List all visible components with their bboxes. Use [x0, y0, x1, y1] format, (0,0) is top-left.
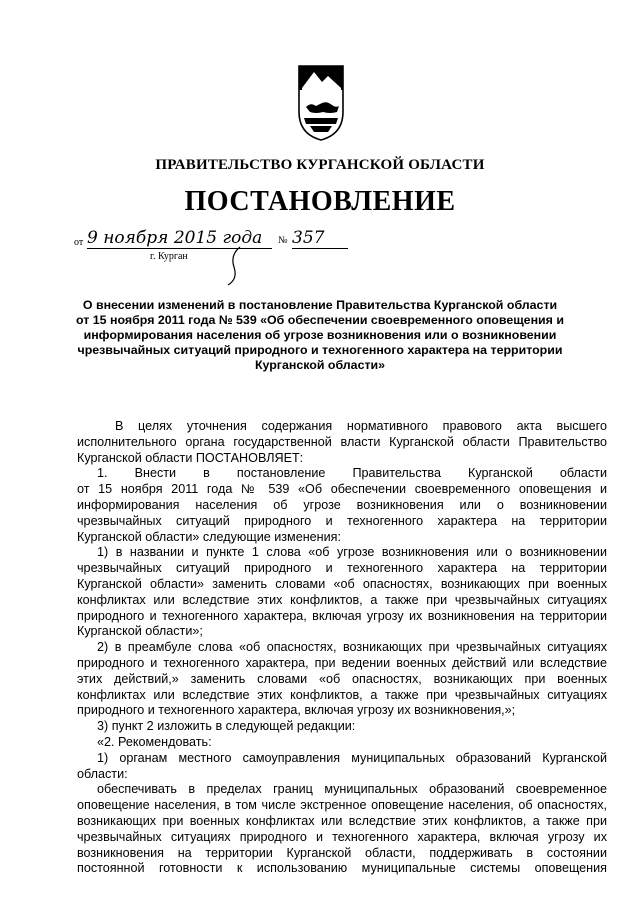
- body-line: Курганской области» заменить словами «об опасностях, возникающих при военных: [77, 576, 607, 591]
- body-line: от 15 ноября 2011 года № 539 «Об обеспечении своевременного оповещения и: [77, 482, 607, 497]
- date-prefix: от: [74, 237, 84, 248]
- heading-line: от 15 ноября 2011 года № 539 «Об обеспечении своевременного оповещения и: [76, 313, 564, 327]
- body-line: постоянной готовности к использованию муниципальные системы оповещения: [77, 861, 607, 876]
- body-line: чрезвычайных ситуаций природного и техногенного характера на территории: [77, 513, 607, 528]
- body-line: оповещение населения, в том числе экстренное оповещение населения, об опасностях,: [77, 798, 607, 813]
- body-line: возникающих при военных конфликтах или вследствие этих конфликтов, а также при: [77, 813, 607, 828]
- document-city: г. Курган: [150, 251, 188, 262]
- body-line: В целях уточнения содержания нормативного правового акта высшего: [115, 419, 607, 433]
- body-line: исполнительного органа государственной власти Курганской области Правительство: [77, 434, 607, 449]
- body-line: 3) пункт 2 изложить в следующей редакции:: [97, 719, 356, 734]
- body-line: Курганской области» следующие изменения:: [77, 529, 341, 544]
- number-sign: №: [278, 235, 288, 246]
- body-line: конфликтах или вследствие этих конфликтов, а также при чрезвычайных ситуациях: [77, 592, 607, 607]
- kurgan-coat-of-arms-icon: [296, 62, 346, 142]
- body-line: Курганской области»;: [77, 624, 203, 639]
- body-line: этих действий,» заменить словами «об опасностях, возникающих при военных: [77, 671, 607, 686]
- body-line: конфликтах или вследствие этих конфликтов, а также при чрезвычайных ситуациях: [77, 687, 607, 702]
- document-heading: [60, 298, 580, 373]
- body-line: Курганской области ПОСТАНОВЛЯЕТ:: [77, 450, 304, 465]
- heading-line: О внесении изменений в постановление Правительства Курганской области: [82, 298, 558, 312]
- body-line: природного и техногенного характера, включая угрозу их возникновения на территории: [77, 608, 607, 623]
- body-line: 1. Внести в постановление Правительства Курганской области: [97, 466, 607, 481]
- body-line: 1) в названии и пункте 1 слова «об угрозе возникновения или о возникновении: [97, 545, 607, 560]
- body-line: природного и техногенного характера, при ведении военных действий или вследствие: [77, 655, 607, 670]
- document-date: 9 ноября 2015 года: [87, 228, 272, 249]
- document-number: 357: [292, 228, 348, 249]
- body-line: чрезвычайных ситуациях природного и техногенного характера, включая угрозу их: [77, 829, 607, 844]
- handwritten-stroke-icon: [210, 245, 250, 287]
- body-line: чрезвычайных ситуаций природного и техногенного характера на территории: [77, 561, 607, 576]
- heading-line: чрезвычайных ситуаций природного и техногенного характера на территории: [77, 343, 563, 357]
- body-line: 1) органам местного самоуправления муниципальных образований Курганской: [97, 750, 607, 765]
- document-body: [77, 419, 607, 877]
- heading-line: информирования населения об угрозе возникновения или о возникновении: [83, 328, 557, 342]
- government-title: ПРАВИТЕЛЬСТВО КУРГАНСКОЙ ОБЛАСТИ: [155, 157, 485, 173]
- body-line: информирования населения об угрозе возникновения или о возникновении: [77, 497, 607, 512]
- body-line: обеспечивать в пределах границ муниципальных образований своевременное: [97, 782, 607, 797]
- body-line: области:: [77, 766, 128, 781]
- body-line: «2. Рекомендовать:: [97, 734, 212, 749]
- body-line: возникновения на территории Курганской области, поддерживать в состоянии: [77, 845, 607, 860]
- document-type-title: ПОСТАНОВЛЕНИЕ: [184, 186, 456, 217]
- heading-line: Курганской области»: [254, 358, 386, 372]
- body-line: 2) в преамбуле слова «об опасностях, возникающих при чрезвычайных ситуациях: [97, 640, 607, 655]
- body-line: природного и техногенного характера, включая угрозу их возникновения,»;: [77, 703, 516, 718]
